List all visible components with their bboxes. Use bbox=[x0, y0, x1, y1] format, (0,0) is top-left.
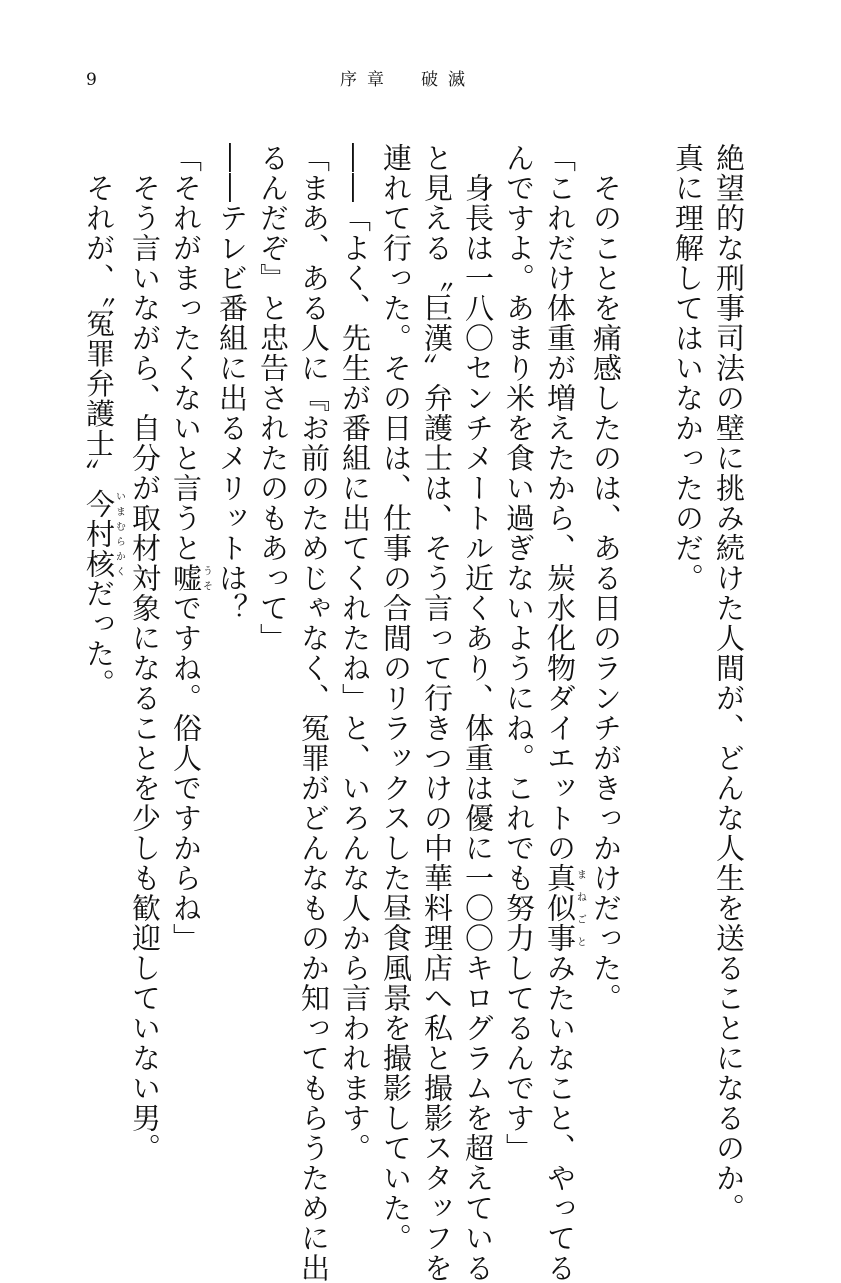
text-line: 真に理解してはいなかったのだ。 bbox=[671, 143, 705, 593]
text-line: 絶望的な刑事司法の壁に挑み続けた人間が、どんな人生を送ることになるのか。 bbox=[712, 143, 746, 1223]
text-line bbox=[457, 143, 498, 1283]
ruby-base: 今村核 bbox=[82, 488, 116, 579]
text-line bbox=[124, 143, 165, 1163]
text-line bbox=[78, 143, 124, 1113]
body-text bbox=[78, 143, 749, 1283]
paragraph-gap bbox=[626, 143, 667, 1113]
ruby-reading: まねごと bbox=[574, 863, 586, 953]
text-fragment: ですね。俗人ですからね」 bbox=[169, 593, 203, 953]
ruby-reading: いまむらかく bbox=[113, 488, 125, 579]
text-line bbox=[539, 143, 586, 1283]
ruby-reading: うそ bbox=[200, 563, 212, 593]
text-line bbox=[165, 143, 211, 1113]
text-line: 連れて行った。その日は、仕事の合間のリラックスした昼食風景を撮影していた。 bbox=[379, 143, 413, 1253]
ruby-mane bbox=[543, 863, 586, 953]
text-line: 「まあ、ある人に『お前のためじゃなく、冤罪がどんなものか知ってもらうために出 bbox=[297, 143, 331, 1283]
text-fragment: 「それがまったくないと言うと bbox=[169, 143, 203, 563]
text-line: んですよ。あまり米を食い過ぎないようにね。これでも努力してるんです」 bbox=[502, 143, 536, 1163]
text-fragment: それが、〝冤罪弁護士〟 bbox=[82, 173, 116, 489]
ruby-imamurakaku bbox=[82, 488, 125, 579]
ruby-base: 嘘 bbox=[169, 563, 203, 593]
text-line: るんだぞ』と忠告されたのもあって」 bbox=[256, 143, 290, 653]
ruby-base: 真似事 bbox=[543, 863, 577, 953]
page-number: 9 bbox=[86, 70, 97, 90]
running-head: 序章 破滅 bbox=[340, 70, 475, 90]
text-line: ――テレビ番組に出るメリットは？ bbox=[215, 143, 249, 623]
text-fragment: みたいなこと、やってる bbox=[543, 953, 577, 1283]
text-line bbox=[585, 143, 626, 1113]
text-fragment: 身長は一八〇センチメートル近くあり、体重は優に一〇〇キログラムを超えている bbox=[461, 173, 495, 1283]
text-fragment: だった。 bbox=[82, 578, 116, 699]
text-fragment: そのことを痛感したのは、ある日のランチがきっかけだった。 bbox=[589, 173, 623, 1013]
text-line: と見える〝巨漢〟弁護士は、そう言って行きつけの中華料理店へ私と撮影スタッフを bbox=[420, 143, 454, 1283]
text-line: ――「よく、先生が番組に出てくれたね」と、いろんな人から言われます。 bbox=[338, 143, 372, 1163]
ruby-uso bbox=[169, 563, 212, 593]
text-fragment: そう言いながら、自分が取材対象になることを少しも歓迎していない男。 bbox=[128, 173, 162, 1163]
text-fragment: 「これだけ体重が増えたから、炭水化物ダイエットの bbox=[543, 143, 577, 863]
